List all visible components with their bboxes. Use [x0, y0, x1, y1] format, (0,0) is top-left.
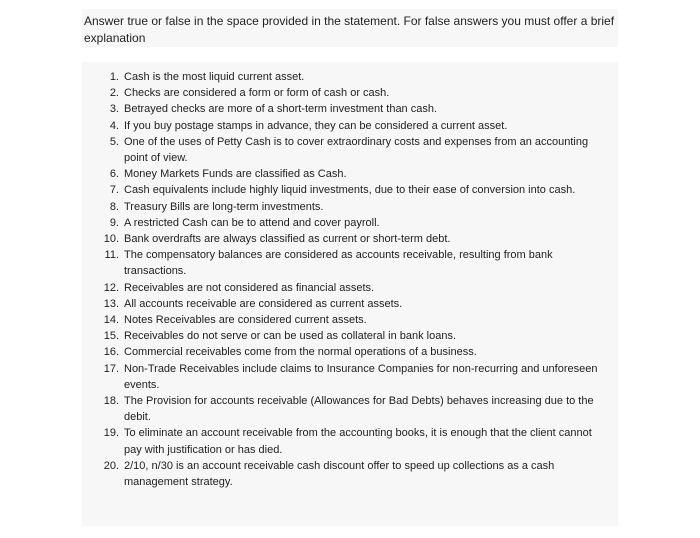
question-number: 4.: [109, 119, 119, 132]
question-item: [102, 101, 602, 117]
question-text: Notes Receivables are considered current assets.: [124, 314, 367, 327]
question-item: [102, 344, 602, 360]
question-number: 2.: [109, 87, 119, 100]
question-item: [102, 134, 602, 166]
question-item: [102, 199, 602, 215]
question-item: [102, 118, 602, 134]
question-number: 6.: [109, 168, 119, 181]
question-number: 12.: [103, 281, 119, 294]
question-item: [102, 231, 602, 247]
question-item: [102, 69, 602, 85]
question-text: Money Markets Funds are classified as Cash.: [124, 168, 347, 181]
question-text: Checks are considered a form or form of cash or cash.: [124, 87, 390, 100]
question-number: 5.: [109, 135, 119, 148]
question-number: 16.: [103, 346, 119, 359]
question-item: [102, 215, 602, 231]
question-block: [82, 62, 618, 526]
question-text: The Provision for accounts receivable (Allowances for Bad Debts) behaves increasing due to the debit.: [124, 395, 594, 424]
question-text: One of the uses of Petty Cash is to cover extraordinary costs and expenses from an accounting point of view.: [124, 135, 589, 165]
question-text: Cash is the most liquid current asset.: [124, 71, 305, 83]
question-number: 19.: [103, 427, 119, 440]
question-number: 9.: [109, 216, 119, 229]
question-text: Cash equivalents include highly liquid investments, due to their ease of conversion into cash.: [124, 184, 576, 197]
question-list: [102, 69, 602, 490]
question-text: To eliminate an account receivable from the accounting books, it is enough that the client cannot pay with justification or has died.: [124, 427, 592, 456]
question-item: [102, 296, 602, 312]
question-text: A restricted Cash can be to attend and cover payroll.: [124, 216, 380, 229]
question-number: 11.: [104, 249, 119, 262]
question-number: 14.: [103, 314, 119, 327]
question-item: [102, 85, 602, 101]
question-number: 7.: [109, 184, 119, 197]
question-text: Non-Trade Receivables include claims to Insurance Companies for non-recurring and unforeseen events.: [124, 362, 598, 391]
question-item: [102, 247, 602, 279]
question-item: [102, 458, 602, 490]
question-item: [102, 361, 602, 393]
question-item: [102, 312, 602, 328]
question-text: If you buy postage stamps in advance, they can be considered a current asset.: [124, 119, 508, 132]
question-text: 2/10, n/30 is an account receivable cash discount offer to speed up collections as a cash management strategy.: [124, 459, 555, 489]
question-text: All accounts receivable are considered as current assets.: [124, 297, 403, 310]
question-number: 15.: [103, 330, 119, 343]
question-item: [102, 280, 602, 296]
question-number: 8.: [109, 200, 119, 213]
question-number: 1.: [109, 71, 119, 83]
question-text: Receivables do not serve or can be used as collateral in bank loans.: [124, 330, 457, 343]
question-text: Treasury Bills are long-term investments.: [124, 200, 324, 213]
question-text: The compensatory balances are considered as accounts receivable, resulting from bank transactions.: [124, 249, 553, 278]
question-item: [102, 166, 602, 182]
question-item: [102, 393, 602, 425]
question-item: [102, 182, 602, 198]
question-number: 20.: [103, 459, 119, 472]
question-number: 10.: [103, 233, 119, 246]
instructions-text: Answer true or false in the space provided in the statement. For false answers you must offer a brief explanation: [82, 9, 618, 47]
question-number: 3.: [109, 103, 119, 116]
question-number: 17.: [103, 362, 119, 375]
question-item: [102, 425, 602, 457]
question-item: [102, 328, 602, 344]
question-text: Betrayed checks are more of a short-term investment than cash.: [124, 103, 438, 116]
question-number: 18.: [103, 395, 119, 408]
question-text: Bank overdrafts are always classified as current or short-term debt.: [124, 233, 451, 246]
question-text: Receivables are not considered as financial assets.: [124, 281, 375, 294]
question-text: Commercial receivables come from the normal operations of a business.: [124, 346, 477, 359]
question-number: 13.: [103, 297, 119, 310]
